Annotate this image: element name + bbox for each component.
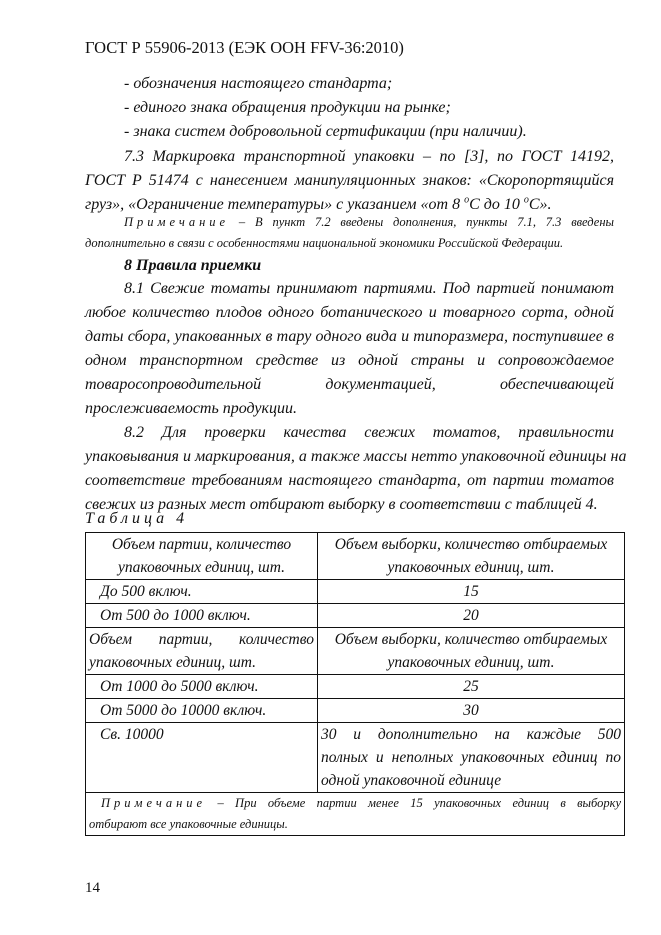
table-header-cell [318, 628, 625, 675]
sampling-table [85, 532, 625, 836]
sample-size-cell: 25 [318, 675, 625, 699]
lot-size-cell: Св. 10000 [86, 723, 318, 793]
cell-text: полных и неполных упаковочных единиц по [321, 749, 621, 766]
paragraph-7-3-line: ГОСТ Р 51474 с нанесением манипуляционных знаков: «Скоропортящийся [85, 172, 614, 189]
cell-text: 30 и дополнительно на каждые 500 [321, 726, 621, 743]
sample-size-cell: 15 [318, 580, 625, 604]
paragraph-8-2-line: 8.2 Для проверки качества свежих томатов, правильности [124, 424, 614, 441]
header-text: упаковочных единиц, шт. [118, 559, 285, 576]
table-header-cell [86, 533, 318, 580]
bullet-item: - знака систем добровольной сертификации (при наличии). [124, 123, 527, 140]
lot-size-cell: До 500 включ. [86, 580, 318, 604]
table-row [86, 675, 625, 699]
bullet-item: - единого знака обращения продукции на рынке; [124, 99, 451, 116]
header-text: упаковочных единиц, шт. [387, 654, 555, 671]
table-row [86, 580, 625, 604]
page-number: 14 [85, 880, 100, 896]
note-label: Примечание [101, 796, 207, 810]
document-header: ГОСТ Р 55906-2013 (ЕЭК ООН FFV-36:2010) [85, 38, 404, 57]
sample-size-cell [318, 723, 625, 793]
header-text: Объем выборки, количество отбираемых [334, 536, 608, 553]
note-7-line [124, 212, 614, 232]
text-fragment: С до 10 [469, 196, 524, 213]
paragraph-8-1-line: товаросопроводительной документацией, обеспечивающей [85, 376, 614, 393]
note-text: – При объеме партии менее 15 упаковочных единиц в выборку [206, 796, 621, 810]
paragraph-7-3-line: 7.3 Маркировка транспортной упаковки – по [3], по ГОСТ 14192, [124, 148, 614, 165]
lot-size-cell: От 5000 до 10000 включ. [86, 699, 318, 723]
note-7-line: дополнительно в связи с особенностями национальной экономики Российской Федерации. [85, 236, 564, 250]
sample-size-cell: 30 [318, 699, 625, 723]
table-note-cell [86, 793, 625, 836]
lot-size-cell: От 500 до 1000 включ. [86, 604, 318, 628]
paragraph-8-2-line: соответствие требованиям настоящего стандарта, от партии томатов [85, 472, 614, 489]
paragraph-8-1-line: даты сбора, упакованных в тару одного вида и типоразмера, поступившее в [85, 328, 614, 345]
paragraph-8-1-line: любое количество плодов одного ботанического и товарного сорта, одной [85, 304, 614, 321]
header-text: Объем партии, количество [89, 631, 314, 648]
paragraph-8-1-line: 8.1 Свежие томаты принимают партиями. Под партией понимают [124, 280, 614, 297]
bullet-item: - обозначения настоящего стандарта; [124, 75, 393, 92]
table-caption: Таблица 4 [85, 510, 189, 527]
table-header-row [86, 533, 625, 580]
sample-size-cell: 20 [318, 604, 625, 628]
cell-text: одной упаковочной единице [321, 772, 502, 789]
table-header-cell [86, 628, 318, 675]
header-text: упаковочных единиц, шт. [387, 559, 555, 576]
text-fragment: груз», «Ограничение температуры» с указанием «от 8 [85, 196, 465, 213]
table-note-row [86, 793, 625, 836]
table-row [86, 604, 625, 628]
note-label: Примечание [124, 215, 230, 229]
degree-sign: о [523, 194, 529, 206]
paragraph-8-2-line: упаковывания и маркирования, а также массы нетто упаковочной единицы на [85, 448, 627, 465]
table-header-cell [318, 533, 625, 580]
section-heading: 8 Правила приемки [124, 257, 262, 274]
table-header-row [86, 628, 625, 675]
table-row [86, 699, 625, 723]
header-text: упаковочных единиц, шт. [89, 654, 256, 671]
lot-size-cell: От 1000 до 5000 включ. [86, 675, 318, 699]
header-text: Объем партии, количество [111, 536, 292, 553]
paragraph-8-1-line: одном транспортном средстве из одной страны и сопровождаемое [85, 352, 614, 369]
table-note-line: отбирают все упаковочные единицы. [89, 817, 288, 831]
header-text: Объем выборки, количество отбираемых [334, 631, 608, 648]
table-note-line [89, 793, 621, 814]
text-fragment: С». [528, 196, 552, 213]
degree-sign: о [464, 194, 470, 206]
paragraph-8-2-line: свежих из разных мест отбирают выборку в соответствии с таблицей 4. [85, 496, 598, 513]
note-text: – В пункт 7.2 введены дополнения, пункты 7.1, 7.3 введены [229, 215, 614, 229]
table-row [86, 723, 625, 793]
paragraph-8-1-line: прослеживаемость продукции. [85, 400, 298, 417]
